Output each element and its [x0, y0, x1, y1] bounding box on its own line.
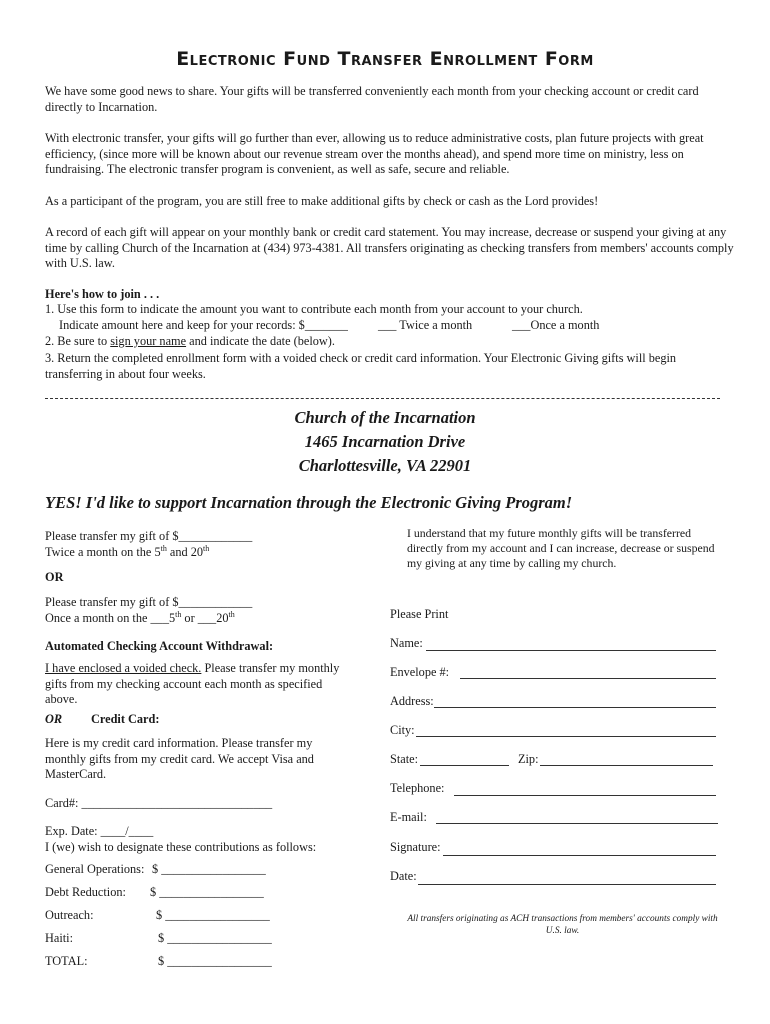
address-label: Address: [390, 694, 434, 708]
how-to-join-heading: Here's how to join . . . [45, 287, 160, 301]
card-number-field[interactable]: Card#: _______________________________ [45, 796, 273, 810]
designation-outreach-label: Outreach: [45, 908, 94, 922]
ach-footnote: All transfers originating as ACH transactions from members' accounts comply with U.S. law. [407, 914, 718, 936]
or-label-2: OR [45, 712, 63, 726]
intro-paragraph-1: We have some good news to share. Your gifts will be transferred conveniently each month from your checking account or credit card directly to Incarnation. [45, 84, 699, 114]
signature-label: Signature: [390, 840, 441, 854]
state-input-line[interactable] [420, 765, 509, 766]
step-1-indicate-amount: Indicate amount here and keep for your records: $_______ [59, 318, 348, 332]
step-3: 3. Return the completed enrollment form with a voided check or credit card information. Your Electronic Giving gifts will begin transferring in about four weeks. [45, 351, 677, 381]
or-label-1: OR [45, 570, 64, 584]
signature-input-line[interactable] [443, 855, 716, 856]
state-label: State: [390, 752, 419, 766]
email-label: E-mail: [390, 810, 427, 824]
email-input-line[interactable] [436, 823, 718, 824]
sign-your-name-text: sign your name [110, 334, 187, 348]
automated-withdrawal-heading: Automated Checking Account Withdrawal: [45, 639, 274, 653]
step-2: 2. Be sure to sign your name and indicate the date (below). [45, 334, 335, 348]
form-title: Electronic Fund Transfer Enrollment Form [176, 48, 594, 70]
understand-statement: I understand that my future monthly gifts will be transferred directly from my account and I can increase, decrease or suspend my giving at any time by calling my church. [407, 526, 715, 570]
designation-total-amount[interactable]: $ _________________ [158, 954, 272, 968]
designation-haiti-amount[interactable]: $ _________________ [158, 931, 272, 945]
step-1-twice-a-month: ___ Twice a month [378, 318, 473, 332]
designation-general-operations-label: General Operations: [45, 862, 145, 876]
designation-general-operations-amount[interactable]: $ _________________ [152, 862, 266, 876]
designation-total-label: TOTAL: [45, 954, 88, 968]
date-input-line[interactable] [418, 884, 716, 885]
credit-card-heading: Credit Card: [91, 712, 160, 726]
credit-card-text: Here is my credit card information. Please transfer my monthly gifts from my credit card. We accept Visa and MasterCard. [45, 736, 314, 781]
intro-paragraph-3: As a participant of the program, you are still free to make additional gifts by check or cash as the Lord provides! [45, 194, 599, 208]
telephone-label: Telephone: [390, 781, 445, 795]
name-input-line[interactable] [426, 650, 716, 651]
church-city: Charlottesville, VA 22901 [298, 456, 472, 475]
designation-haiti-label: Haiti: [45, 931, 74, 945]
zip-input-line[interactable] [540, 765, 713, 766]
yes-heading: YES! I'd like to support Incarnation through the Electronic Giving Program! [45, 493, 573, 512]
name-label: Name: [390, 636, 423, 650]
twice-a-month-option[interactable]: Twice a month on the 5th and 20th [45, 543, 210, 559]
intro-paragraph-4: A record of each gift will appear on your monthly bank or credit card statement. You may increase, decrease or suspend your giving at any time by calling Church of the Incarnation at (434) 973-4381. All transfers originating as checking transfers from members' accounts comply with U.S. law. [45, 225, 734, 270]
designation-debt-reduction-amount[interactable]: $ _________________ [150, 885, 264, 899]
designation-debt-reduction-label: Debt Reduction: [45, 885, 126, 899]
gift-amount-twice[interactable]: Please transfer my gift of $____________ [45, 529, 253, 543]
date-label: Date: [390, 869, 417, 883]
intro-paragraph-2: With electronic transfer, your gifts will go further than ever, allowing us to reduce administrative costs, plan future projects with great efficiency, (since more will be known about our revenue stream over the months ahead), and spend more time on ministry, less on fundraising. The electronic transfer program is convenient, as well as safe, secure and reliable. [45, 131, 704, 176]
please-print-label: Please Print [390, 607, 449, 621]
gift-amount-once[interactable]: Please transfer my gift of $____________ [45, 595, 253, 609]
envelope-label: Envelope #: [390, 665, 450, 679]
envelope-input-line[interactable] [460, 678, 716, 679]
step-1-once-a-month: ___Once a month [512, 318, 600, 332]
church-address: 1465 Incarnation Drive [304, 432, 466, 451]
expiration-date-field[interactable]: Exp. Date: ____/____ [45, 824, 154, 838]
city-label: City: [390, 723, 415, 737]
step-1: 1. Use this form to indicate the amount you want to contribute each month from your account to your church. [45, 302, 583, 316]
cut-line-divider [45, 398, 720, 399]
address-input-line[interactable] [434, 707, 716, 708]
designation-outreach-amount[interactable]: $ _________________ [156, 908, 270, 922]
church-name: Church of the Incarnation [294, 408, 476, 427]
city-input-line[interactable] [416, 736, 716, 737]
once-a-month-option[interactable]: Once a month on the ___5th or ___20th [45, 609, 235, 625]
voided-check-text: I have enclosed a voided check. Please transfer my monthly gifts from my checking account each month as specified above. [45, 661, 340, 706]
zip-label: Zip: [518, 752, 539, 766]
telephone-input-line[interactable] [454, 795, 716, 796]
designate-text: I (we) wish to designate these contributions as follows: [45, 840, 317, 854]
